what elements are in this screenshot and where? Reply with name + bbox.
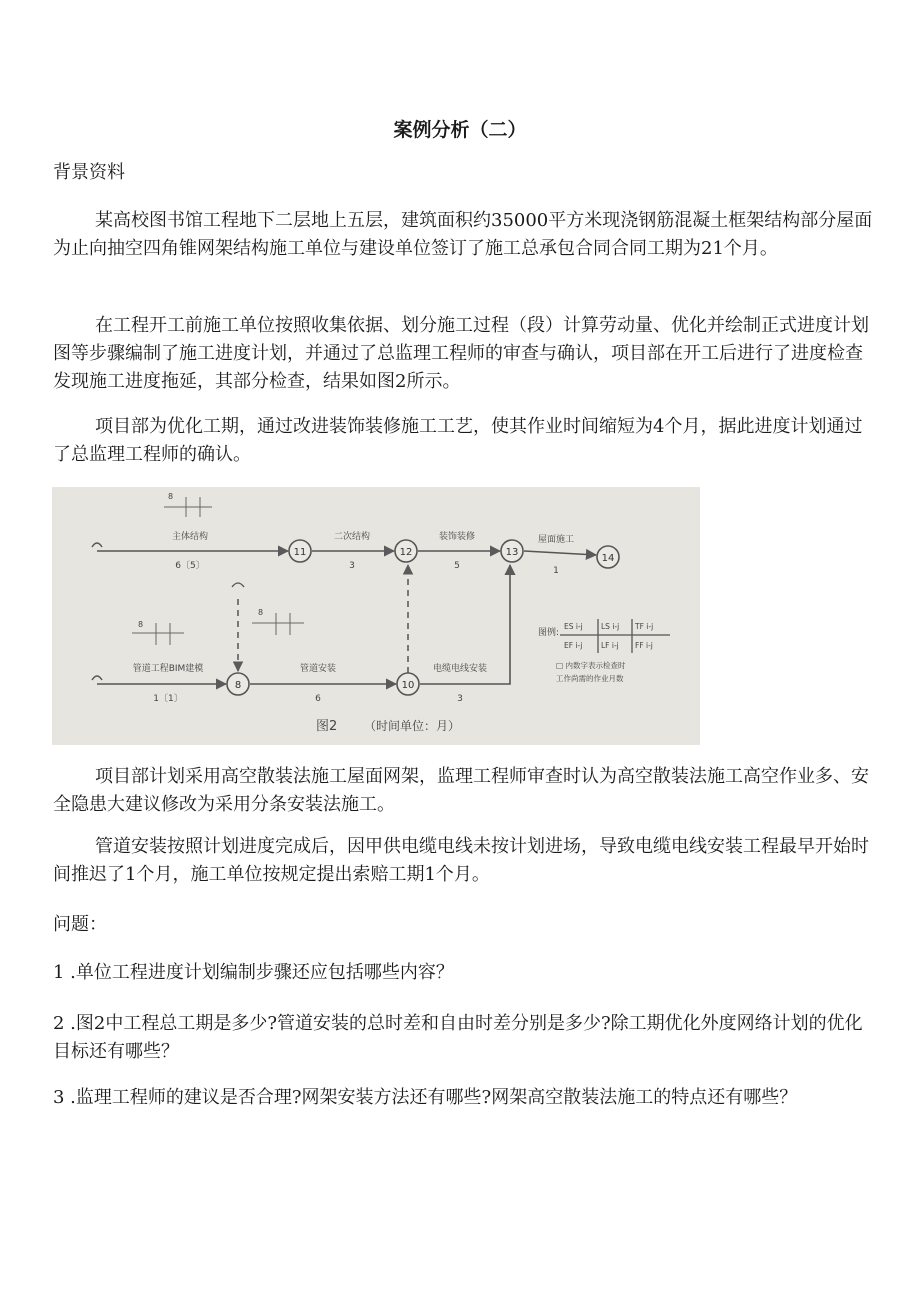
check-tick-mark xyxy=(252,608,304,635)
activity-name: 装饰装修 xyxy=(438,532,476,542)
svg-text:8: 8 xyxy=(234,680,242,691)
node-13 xyxy=(501,540,523,562)
check-tick-mark xyxy=(164,492,212,517)
node-14 xyxy=(597,546,619,568)
paragraph-2: 在工程开工前施工单位按照收集依据、划分施工过程（段）计算劳动量、优化并绘制正式进度计划图等步骤编制了施工进度计划，并通过了总监理工程师的审查与确认，项目部在开工后进行了进度检查发现施工进度拖延，其部分检查，结果如图2所示。 xyxy=(53,315,869,392)
network-diagram-figure xyxy=(52,487,700,745)
activity-duration: 6 xyxy=(315,694,321,704)
svg-text:FF i-j: FF i-j xyxy=(635,641,653,650)
svg-text:工作尚需的作业月数: 工作尚需的作业月数 xyxy=(556,674,624,683)
node-8 xyxy=(227,673,249,695)
svg-text:11: 11 xyxy=(293,547,307,558)
activity-duration: 1〔1〕 xyxy=(153,694,183,704)
activity-duration: 5 xyxy=(454,561,460,571)
svg-text:图例:: 图例: xyxy=(538,628,560,638)
paragraph-3: 项目部为优化工期，通过改进装饰装修施工工艺，使其作业时间缩短为4个月，据此进度计划通过了总监理工程师的确认。 xyxy=(53,416,863,465)
activity-duration: 3 xyxy=(457,694,463,704)
svg-text:□ 内数字表示检查时: □ 内数字表示检查时 xyxy=(556,661,626,670)
question-1: 1 .单位工程进度计划编制步骤还应包括哪些内容？ xyxy=(53,962,454,983)
check-tick-mark xyxy=(132,620,184,645)
arrow-roof xyxy=(524,551,596,555)
diagram-legend xyxy=(538,619,670,683)
svg-text:LS i-j: LS i-j xyxy=(601,622,620,631)
figure-caption-number: 图2 xyxy=(316,719,338,734)
activity-name: 管道安装 xyxy=(299,664,337,674)
svg-text:ES i-j: ES i-j xyxy=(564,622,583,631)
activity-name: 主体结构 xyxy=(171,532,209,542)
svg-text:EF i-j: EF i-j xyxy=(564,641,583,650)
svg-text:8: 8 xyxy=(138,620,144,629)
svg-text:TF i-j: TF i-j xyxy=(635,622,654,631)
node-10 xyxy=(397,673,419,695)
activity-name: 屋面施工 xyxy=(537,535,575,545)
question-2: 2 .图2中工程总工期是多少?管道安装的总时差和自由时差分别是多少?除工期优化外度网络计划的优化目标还有哪些？ xyxy=(53,1013,863,1062)
svg-text:8: 8 xyxy=(258,608,264,617)
activity-duration: 6〔5〕 xyxy=(175,561,205,571)
svg-text:LF i-j: LF i-j xyxy=(601,641,619,650)
svg-text:10: 10 xyxy=(401,680,415,691)
svg-text:8: 8 xyxy=(168,492,174,501)
page-title: 案例分析（二） xyxy=(393,119,527,141)
svg-text:12: 12 xyxy=(399,547,413,558)
node-12 xyxy=(395,540,417,562)
paragraph-1: 某高校图书馆工程地下二层地上五层，建筑面积约35000平方米现浇钢筋混凝土框架结构部分屋面为止向抽空四角锥网架结构施工单位与建设单位签订了施工总承包合同合同工期为21个月。 xyxy=(53,210,873,259)
activity-name: 管道工程BIM建模 xyxy=(132,664,204,674)
questions-heading: 问题： xyxy=(53,914,107,935)
svg-text:13: 13 xyxy=(505,547,519,558)
activity-duration: 1 xyxy=(553,566,559,576)
paragraph-4: 项目部计划采用高空散装法施工屋面网架，监理工程师审查时认为高空散装法施工高空作业多、安全隐患大建议修改为采用分条安装法施工。 xyxy=(53,766,869,815)
paragraph-5: 管道安装按照计划进度完成后，因甲供电缆电线未按计划进场，导致电缆电线安装工程最早开始时间推迟了1个月，施工单位按规定提出索赔工期1个月。 xyxy=(53,836,869,885)
activity-duration: 3 xyxy=(349,561,355,571)
figure-caption-unit: （时间单位：月） xyxy=(364,719,461,733)
activity-name: 电缆电线安装 xyxy=(432,664,488,674)
section-heading: 背景资料 xyxy=(53,162,125,183)
svg-text:14: 14 xyxy=(601,553,615,564)
question-3: 3 .监理工程师的建议是否合理?网架安装方法还有哪些?网架高空散装法施工的特点还有哪些？ xyxy=(53,1087,798,1108)
activity-name: 二次结构 xyxy=(333,532,371,542)
node-11 xyxy=(289,540,311,562)
